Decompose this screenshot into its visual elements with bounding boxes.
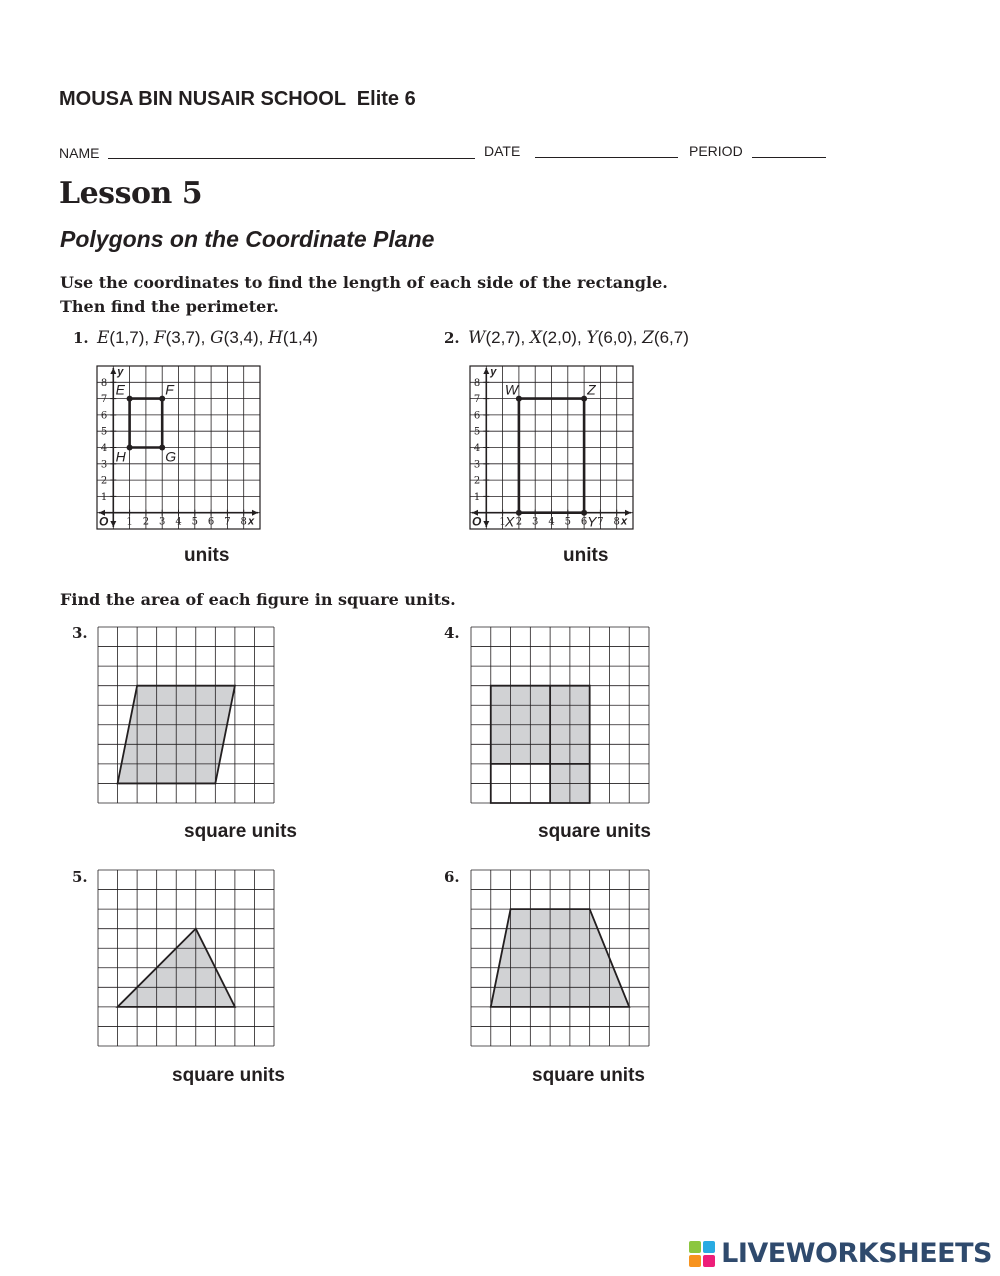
x-tick-label: 1: [499, 516, 506, 528]
y-axis-arrow-down: [483, 521, 489, 527]
vertex-label: G: [165, 448, 177, 465]
x-tick-label: 5: [564, 516, 571, 528]
problem-6-number: 6.: [444, 868, 460, 886]
origin-label: O: [99, 514, 109, 529]
shaded-region: [491, 909, 629, 1007]
p2-pt-y-name: Y: [586, 328, 598, 348]
problem-3-answer-unit: square units: [184, 821, 297, 842]
y-tick-label: 2: [473, 475, 481, 487]
lesson-subtitle: Polygons on the Coordinate Plane: [60, 226, 435, 252]
x-axis-label: x: [248, 515, 255, 528]
problem-2-number: 2.: [444, 329, 460, 347]
vertex-label: Z: [587, 381, 596, 398]
y-tick-label: 1: [100, 491, 108, 503]
date-label: DATE: [484, 143, 521, 159]
y-tick-label: 2: [100, 475, 108, 487]
problem-6-answer-unit: square units: [532, 1065, 645, 1086]
x-tick-label: 1: [126, 516, 133, 528]
p1-pt-f-name: F: [153, 328, 166, 348]
problem-5-answer-unit: square units: [172, 1065, 285, 1086]
vertex-label: X: [504, 513, 515, 530]
vertex-point: [127, 396, 133, 402]
vertex-label: Y: [587, 513, 597, 530]
liveworksheets-logo: [689, 1238, 992, 1269]
problem-2-answer-unit: units: [563, 545, 609, 566]
vertex-label: W: [504, 381, 519, 398]
y-tick-label: 5: [100, 426, 108, 438]
section1-instructions: [60, 271, 668, 319]
y-axis-label: y: [117, 366, 124, 378]
x-tick-label: 4: [175, 516, 182, 528]
area-grid-4: [471, 627, 649, 803]
coordinate-plane-2: [470, 366, 635, 531]
x-axis-label: x: [621, 515, 628, 528]
x-tick-label: 7: [224, 516, 231, 528]
p1-pt-e-coords: (1,7): [109, 328, 145, 347]
y-tick-label: 6: [100, 410, 108, 422]
y-tick-label: 8: [473, 377, 481, 389]
vertex-label: F: [165, 381, 174, 398]
x-tick-label: 6: [207, 516, 215, 528]
x-tick-label: 5: [191, 516, 198, 528]
p2-pt-x-coords: (2,0): [542, 328, 577, 347]
p1-pt-g-coords: (3,4): [223, 328, 259, 347]
problem-1-number: 1.: [73, 329, 89, 347]
name-label: NAME: [59, 145, 100, 161]
y-tick-label: 3: [473, 459, 481, 471]
vertex-point: [516, 510, 522, 516]
p1-pt-h-coords: (1,4): [282, 328, 318, 347]
x-tick-label: 8: [240, 516, 247, 528]
problem-4-answer-unit: square units: [538, 821, 651, 842]
y-tick-label: 4: [473, 443, 481, 454]
x-tick-label: 2: [142, 516, 150, 528]
x-tick-label: 4: [548, 516, 555, 528]
y-tick-label: 7: [473, 394, 481, 406]
problem-1-statement: E(1,7), F(3,7), G(3,4), H(1,4): [97, 328, 318, 348]
vertex-point: [127, 445, 133, 451]
p1-pt-e-name: E: [97, 328, 110, 348]
vertex-label: H: [115, 448, 126, 465]
p1-pt-h-name: H: [268, 328, 283, 348]
p2-pt-z-coords: (6,7): [653, 328, 689, 347]
y-tick-label: 3: [100, 459, 108, 471]
p2-pt-w-coords: (2,7): [485, 328, 521, 347]
y-tick-label: 7: [100, 394, 108, 406]
x-tick-label: 8: [613, 516, 620, 528]
liveworksheets-wordmark: LIVEWORKSHEETS: [721, 1238, 992, 1269]
y-tick-label: 1: [473, 491, 481, 503]
instruction-line-1: Use the coordinates to find the length of each side of the rectangle.: [60, 273, 668, 292]
p1-pt-g-name: G: [210, 328, 224, 348]
p2-pt-x-name: X: [529, 328, 543, 348]
problem-4-number: 4.: [444, 624, 460, 642]
x-tick-label: 2: [515, 516, 523, 528]
date-field[interactable]: [535, 157, 678, 158]
y-tick-label: 8: [100, 377, 108, 389]
problem-2-statement: W(2,7), X(2,0), Y(6,0), Z(6,7): [468, 328, 689, 348]
liveworksheets-icon: [689, 1239, 717, 1269]
x-tick-label: 3: [532, 516, 539, 528]
problem-5-number: 5.: [72, 868, 88, 886]
y-tick-label: 4: [100, 443, 108, 454]
p1-pt-f-coords: (3,7): [165, 328, 201, 347]
x-tick-label: 3: [159, 516, 166, 528]
area-grid-6: [471, 870, 649, 1046]
y-axis-arrow-down: [110, 521, 116, 527]
instruction-line-2: Then find the perimeter.: [60, 297, 279, 316]
y-axis-arrow: [110, 368, 116, 374]
school-title: MOUSA BIN NUSAIR SCHOOL Elite 6: [59, 88, 416, 110]
area-grid-5: [98, 870, 274, 1046]
p2-pt-y-coords: (6,0): [597, 328, 633, 347]
y-axis-arrow: [483, 368, 489, 374]
vertex-label: E: [115, 381, 125, 398]
area-grid-3: [98, 627, 274, 803]
origin-label: O: [472, 514, 482, 529]
problem-3-number: 3.: [72, 624, 88, 642]
coordinate-plane-1: [97, 366, 262, 531]
lesson-title: Lesson 5: [59, 176, 203, 211]
period-field[interactable]: [752, 157, 826, 158]
y-tick-label: 5: [473, 426, 481, 438]
problem-1-answer-unit: units: [184, 545, 230, 566]
x-tick-label: 7: [597, 516, 604, 528]
period-label: PERIOD: [689, 143, 743, 159]
x-tick-label: 6: [580, 516, 588, 528]
y-axis-label: y: [490, 366, 497, 378]
p2-pt-w-name: W: [468, 328, 486, 348]
p2-pt-z-name: Z: [642, 328, 654, 348]
y-tick-label: 6: [473, 410, 481, 422]
name-field[interactable]: [108, 158, 475, 159]
section2-instructions: Find the area of each figure in square units.: [60, 590, 456, 609]
